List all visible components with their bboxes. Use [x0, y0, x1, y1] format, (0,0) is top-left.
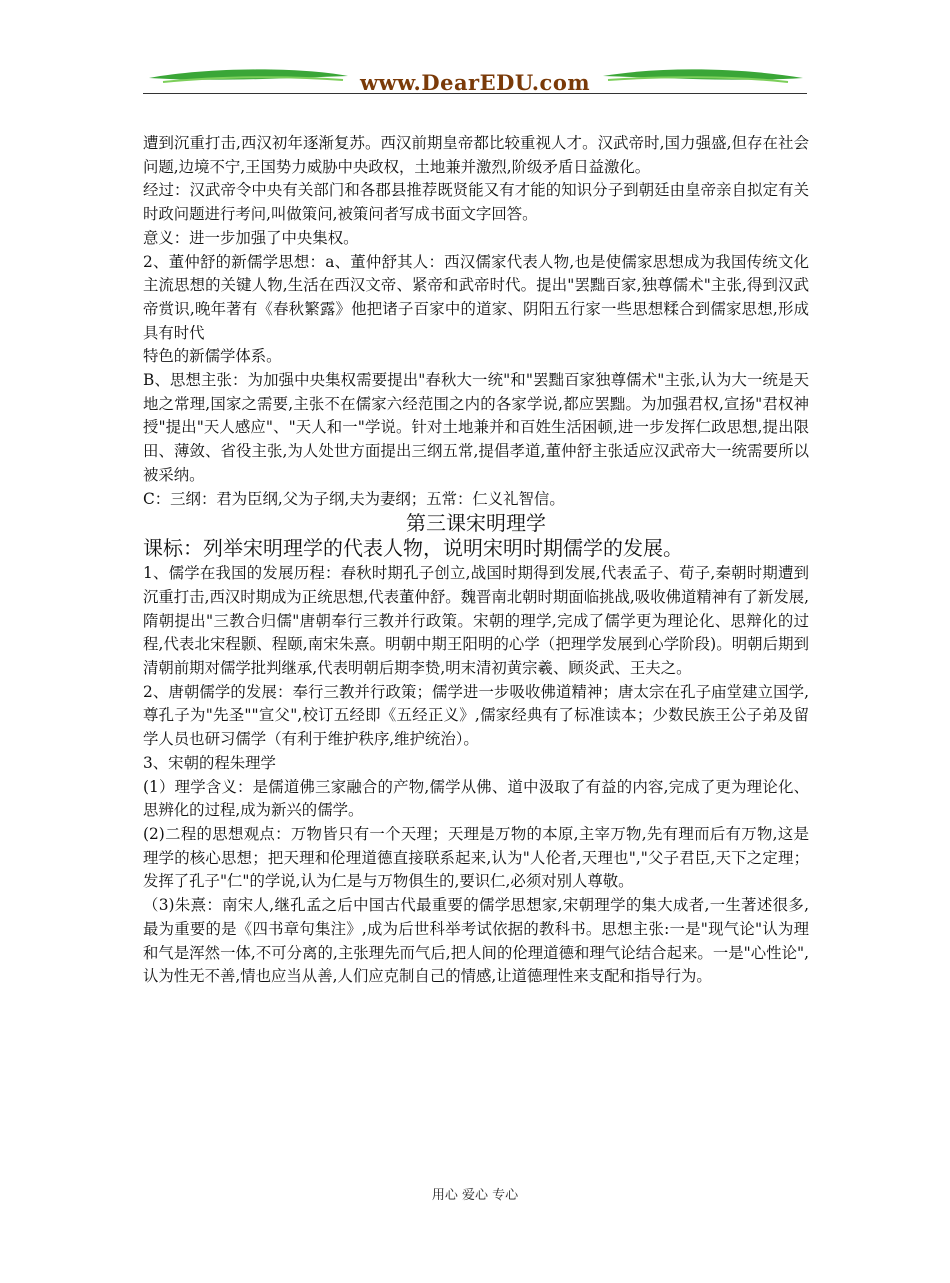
page-header — [143, 64, 807, 98]
lesson-title: 第三课宋明理学 — [406, 511, 546, 536]
document-body — [143, 132, 809, 989]
paragraph: 意义：进一步加强了中央集权。 — [143, 228, 359, 247]
curriculum-standard: 课标：列举宋明理学的代表人物，说明宋明时期儒学的发展。 — [143, 536, 683, 561]
paragraph: B、思想主张：为加强中央集权需要提出"春秋大一统"和"罢黜百家独尊儒术"主张,认为大一统是天地之常理,国家之需要,主张不在儒家六经范围之内的各家学说,都应罢黜。为加强君权,宣扬"君权神授"提出"天人感应"、"天人和一"学说。针对土地兼并和百姓生活困顿,进一步发挥仁政思想,提出限田、薄敛、省役主张,为人处世方面提出三纲五常,提倡孝道,董仲舒主张适应汉武帝大一统需要所以被采纳。 — [143, 371, 809, 484]
paragraph: 2、唐朝儒学的发展：奉行三教并行政策；儒学进一步吸收佛道精神；唐太宗在孔子庙堂建立国学,尊孔子为"先圣""宣父",校订五经即《五经正义》,儒家经典有了标准读本；少数民族王公子弟及留学人员也研习儒学（有利于维护秩序,维护统治）。 — [143, 682, 809, 749]
paragraph: 特色的新儒学体系。 — [143, 347, 282, 366]
paragraph: 3、宋朝的程朱理学 — [143, 753, 276, 772]
paragraph: 1、儒学在我国的发展历程：春秋时期孔子创立,战国时期得到发展,代表孟子、荀子,秦朝时期遭到沉重打击,西汉时期成为正统思想,代表董仲舒。魏晋南北朝时期面临挑战,吸收佛道精神有了新发展,隋朝提出"三教合归儒"唐朝奉行三教并行政策。宋朝的理学,完成了儒学更为理论化、思辩化的过程,代表北宋程颢、程颐,南宋朱熹。明朝中期王阳明的心学（把理学发展到心学阶段)。明朝后期到清朝前期对儒学批判继承,代表明朝后期李贽,明末清初黄宗羲、顾炎武、王夫之。 — [143, 564, 809, 678]
site-logo-text: www.DearEDU.com — [359, 70, 591, 95]
paragraph: （3)朱熹：南宋人,继孔孟之后中国古代最重要的儒学思想家,宋朝理学的集大成者,一生著述很多,最为重要的是《四书章句集注》,成为后世科举考试依据的教科书。思想主张:一是"现气论"认为理和气是浑然一体,不可分离的,主张理先而气后,把人间的伦理道德和理气论结合起来。一是"心性论",认为性无不善,情也应当从善,人们应克制自己的情感,让道德理性来支配和指导行为。 — [143, 896, 809, 986]
paragraph: 经过：汉武帝令中央有关部门和各郡县推荐既贤能又有才能的知识分子到朝廷由皇帝亲自拟定有关时政问题进行考问,叫做策问,被策问者写成书面文字回答。 — [143, 181, 809, 224]
paragraph: (2)二程的思想观点：万物皆只有一个天理；天理是万物的本原,主宰万物,先有理而后有万物,这是理学的核心思想；把天理和伦理道德直接联系起来,认为"人伦者,天理也","父子君臣,天下之定理；发挥了孔子"仁"的学说,认为仁是与万物俱生的,要识仁,必须对别人尊敬。 — [143, 824, 809, 891]
paragraph: (1）理学含义：是儒道佛三家融合的产物,儒学从佛、道中汲取了有益的内容,完成了更为理论化、思辨化的过程,成为新兴的儒学。 — [143, 777, 809, 820]
paragraph: C：三纲：君为臣纲,父为子纲,夫为妻纲；五常：仁义礼智信。 — [143, 489, 565, 508]
paragraph: 遭到沉重打击,西汉初年逐渐复苏。西汉前期皇帝都比较重视人才。汉武帝时,国力强盛,但存在社会问题,边境不宁,王国势力威胁中央政权，土地兼并激烈,阶级矛盾日益激化。 — [143, 134, 809, 176]
page-footer: 用心 爱心 专心 — [431, 1188, 519, 1203]
paragraph: 2、董仲舒的新儒学思想：a、董仲舒其人：西汉儒家代表人物,也是使儒家思想成为我国传统文化主流思想的关键人物,生活在西汉文帝、紧帝和武帝时代。提出"罢黜百家,独尊儒术"主张,得到汉武帝赏识,晚年著有《春秋繁露》他把诸子百家中的道家、阴阳五行家一些思想糅合到儒家思想,形成具有时代 — [143, 252, 809, 342]
header-divider — [143, 93, 807, 94]
